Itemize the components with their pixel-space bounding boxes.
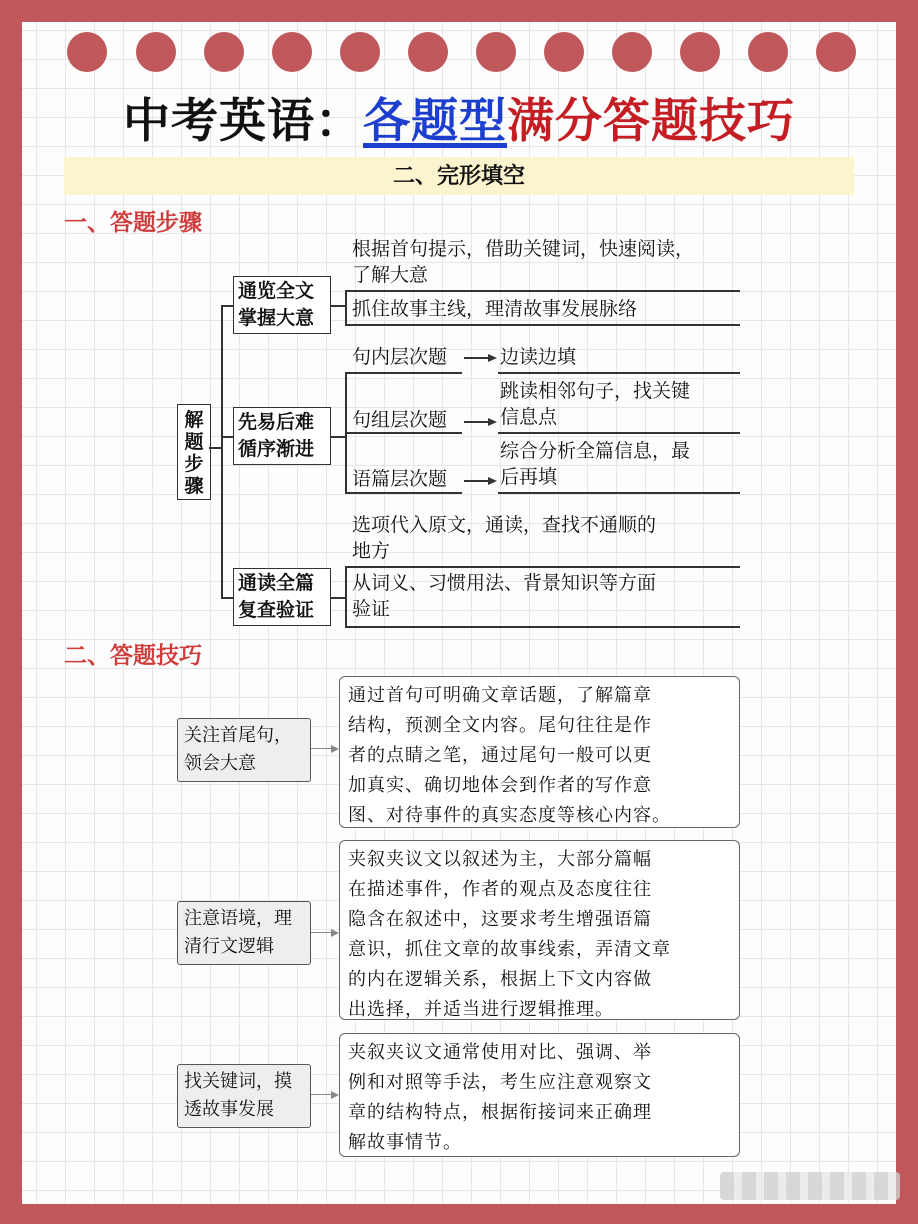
tip-line: 隐含在叙述中，这要求考生增强语篇 [348,909,652,930]
result-line: 综合分析全篇信息，最 [500,440,691,462]
title-part-1: 中考英语： [123,94,363,149]
step-line: 了解大意 [352,264,429,286]
item-underline [352,372,462,374]
result-line: 跳读相邻句子，找关键 [500,380,691,402]
tip-line: 通过首句可明确文章话题，了解篇章 [348,685,652,706]
binder-hole-icon [544,32,584,72]
connector-line [221,305,223,597]
connector-line [221,305,233,307]
binder-hole-icon [612,32,652,72]
item-underline [352,432,462,434]
connector-line [221,436,233,438]
section-heading-steps: 一、答题步骤 [64,210,202,236]
tip-content-box [339,1033,740,1157]
branch-box-overview [233,276,331,334]
tip-content-box [339,840,740,1020]
question-type: 语篇层次题 [352,468,448,490]
item-underline [345,566,740,568]
item-underline [345,626,740,628]
tip-content-box [339,676,740,828]
tip-line: 结构，预测全文内容。尾句往往是作 [348,715,652,736]
item-underline [498,492,740,494]
result-text [500,378,740,430]
tip-label-box [177,901,311,965]
tip-line: 加真实、确切地体会到作者的写作意 [348,775,652,796]
item-underline [498,372,740,374]
binder-hole-icon [67,32,107,72]
tip-label-line: 透故事发展 [184,1099,274,1120]
arrow-right-icon [331,745,339,753]
branch-label-line1: 通读全篇 [238,572,315,594]
step-line: 地方 [352,540,391,562]
tip-line: 在描述事件，作者的观点及态度往往 [348,879,652,900]
step-line: 验证 [352,598,391,620]
item-underline [345,324,740,326]
binder-hole-icon [204,32,244,72]
tip-line: 图、对待事件的真实态度等核心内容。 [348,805,671,826]
arrow-line [464,480,488,482]
step-text [352,570,752,622]
binder-hole-icon [272,32,312,72]
section-heading-tips: 二、答题技巧 [64,643,202,669]
question-type: 句内层次题 [352,346,448,368]
arrow-right-icon [488,418,497,426]
arrow-line [464,421,488,423]
step-line: 选项代入原文，通读，查找不通顺的 [352,514,657,536]
tip-line: 夹叙夹议文通常使用对比、强调、举 [348,1042,652,1063]
question-type: 句组层次题 [352,409,448,431]
binder-hole-icon [476,32,516,72]
root-box-solving-steps [177,404,211,500]
connector-line [345,566,347,626]
connector-line [331,305,345,307]
connector-line [311,932,331,933]
connector-line [311,1094,331,1095]
tip-line: 夹叙夹议文以叙述为主，大部分篇幅 [348,849,652,870]
connector-line [331,436,345,438]
root-label: 解题步骤 [184,409,204,497]
tip-line: 出选择，并适当进行逻辑推理。 [348,999,614,1020]
step-line: 根据首句提示，借助关键词，快速阅读， [352,238,695,260]
branch-box-review [233,568,331,626]
branch-box-easy-first [233,407,331,465]
arrow-line [464,357,488,359]
result-text [500,438,740,490]
blurred-watermark [720,1172,900,1200]
tip-label-line: 关注首尾句， [184,725,292,746]
tip-line: 意识，抓住文章的故事线索，弄清文章 [348,939,671,960]
tip-line: 例和对照等手法，考生应注意观察文 [348,1072,652,1093]
tip-label-line: 清行文逻辑 [184,936,274,957]
binder-hole-icon [816,32,856,72]
result-text [500,344,740,370]
connector-line [209,447,221,449]
tip-line: 者的点睛之笔，通过尾句一般可以更 [348,745,652,766]
tip-line: 解故事情节。 [348,1132,462,1153]
branch-label-line1: 先易后难 [238,411,315,433]
connector-line [345,290,347,324]
page-title [0,84,918,151]
step-text [352,236,752,288]
step-text: 抓住故事主线，理清故事发展脉络 [352,298,638,320]
tip-label-box [177,1064,311,1128]
branch-label-line2: 循序渐进 [238,438,315,460]
title-part-2: 各题型 [363,94,507,149]
branch-label-line1: 通览全文 [238,280,315,302]
result-line: 信息点 [500,406,558,428]
title-part-3: 满分答题技巧 [507,94,795,149]
arrow-right-icon [331,1091,339,1099]
connector-line [221,597,233,599]
binder-hole-icon [136,32,176,72]
arrow-right-icon [488,354,497,362]
tip-line: 章的结构特点，根据衔接词来正确理 [348,1102,652,1123]
connector-line [311,748,331,749]
step-line: 从词义、习惯用法、背景知识等方面 [352,572,657,594]
binder-hole-icon [408,32,448,72]
item-underline [352,492,462,494]
binder-hole-icon [340,32,380,72]
item-underline [498,432,740,434]
binder-hole-icon [680,32,720,72]
step-text [352,512,752,564]
result-line: 后再填 [500,466,558,488]
tip-label-line: 注意语境，理 [184,908,292,929]
tip-label-box [177,718,311,782]
arrow-right-icon [331,929,339,937]
result-line: 边读边填 [500,346,577,368]
tip-label-line: 领会大意 [184,753,256,774]
subtitle-bar: 二、完形填空 [64,157,854,195]
tip-line: 的内在逻辑关系，根据上下文内容做 [348,969,652,990]
branch-label-line2: 掌握大意 [238,307,315,329]
connector-line [331,597,345,599]
branch-label-line2: 复查验证 [238,599,315,621]
arrow-right-icon [488,477,497,485]
tip-label-line: 找关键词，摸 [184,1071,292,1092]
binder-hole-icon [748,32,788,72]
item-underline [345,290,740,292]
